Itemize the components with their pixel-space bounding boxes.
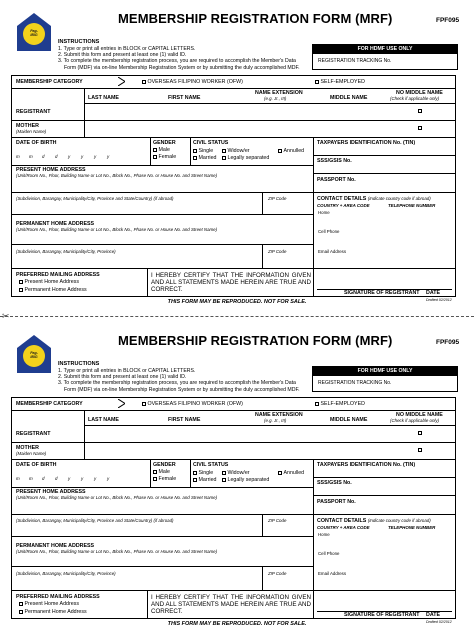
- form-copy-1: Pag- IBIG MEMBERSHIP REGISTRATION FORM (MRF) FPF095 INSTRUCTIONS 1. Type or print all entries in BLOCK or CAPITAL LETTERS. 2. Submit this form and present at least one (1) valid ID. 3. To complete the membership registration process, you are required to accomplish the Member's Data Form (MDF) via on-line Membership Registration System or by submitting the duly accomplished MDF. FOR HDMF USE ONLY REGISTRATION TRACKING No. MEMBERSHIP CATEGORY OVERSEAS FILIPINO WORKER (OFW) SELF-EMPLOYED LAST NAME FIRST NAME NAME EXTENSION (e.g. Jr., III) MIDDLE NAME NO MIDDLE NAME (Check if applicable only) REGISTRANT MOTHER (Maiden Name) DATE OF BIRTH m m d d y y y y GENDER Male Female CIVIL STATUS Single Widow/er Annulled Married Legally separated TAXPAYERS IDENTIFICATION No. (TIN) SSS/GSIS No. PRESENT HOME ADDRESS (Unit/Room No., Floor, Building Name or Lot No., Block No., Phase No. or House No. and Street Name) PASSPORT No. (Subdivision, Barangay, Municipality/City, Province and State/Country) (if abroad) ZIP Code CONTACT DETAILS (Indicate country code if abroad) COUNTRY + AREA CODE TELEPHONE NUMBER Home PERMANENT HOME ADDRESS (Unit/Room No., Floor, Building Name or Lot No., Block No., Phase No. or House No. and Street Name) Cell Phone (Subdivision, Barangay, Municipality/City, Province) ZIP Code Email Address PREFERRED MAILING ADDRESS Present Home Address Permanent Home Address I HEREBY CERTIFY THAT THE INFORMATION GIVEN AND ALL STATEMENTS MADE HEREIN ARE TRUE AND CORRECT. SIGNATURE OF REGISTRANT DATE THIS FORM MAY BE REPRODUCED. NOT FOR SALE. Drafted 02/2012: [0, 0, 474, 310]
- registrant-label: REGISTRANT: [16, 109, 51, 115]
- widower-checkbox[interactable]: Widow/er: [222, 148, 250, 154]
- registrant-label: REGISTRANT: [16, 431, 51, 437]
- female-checkbox[interactable]: Female: [153, 476, 176, 482]
- tin-label: TAXPAYERS IDENTIFICATION No. (TIN): [317, 140, 416, 146]
- form-copy-2: Pag- IBIG MEMBERSHIP REGISTRATION FORM (MRF) FPF095 INSTRUCTIONS 1. Type or print all entries in BLOCK or CAPITAL LETTERS. 2. Submit this form and present at least one (1) valid ID. 3. To complete the membership registration process, you are required to accomplish the Member's Data Form (MDF) via on-line Membership Registration System or by submitting the duly accomplished MDF. FOR HDMF USE ONLY REGISTRATION TRACKING No. MEMBERSHIP CATEGORY OVERSEAS FILIPINO WORKER (OFW) SELF-EMPLOYED LAST NAME FIRST NAME NAME EXTENSION (e.g. Jr., III) MIDDLE NAME NO MIDDLE NAME (Check if applicable only) REGISTRANT MOTHER (Maiden Name) DATE OF BIRTH m m d d y y y y GENDER Male Female CIVIL STATUS Single Widow/er Annulled Married Legally separated TAXPAYERS IDENTIFICATION No. (TIN) SSS/GSIS No. PRESENT HOME ADDRESS (Unit/Room No., Floor, Building Name or Lot No., Block No., Phase No. or House No. and Street Name) PASSPORT No. (Subdivision, Barangay, Municipality/City, Province and State/Country) (if abroad) ZIP Code CONTACT DETAILS (Indicate country code if abroad) COUNTRY + AREA CODE TELEPHONE NUMBER Home PERMANENT HOME ADDRESS (Unit/Room No., Floor, Building Name or Lot No., Block No., Phase No. or House No. and Street Name) Cell Phone (Subdivision, Barangay, Municipality/City, Province) ZIP Code Email Address PREFERRED MAILING ADDRESS Present Home Address Permanent Home Address I HEREBY CERTIFY THAT THE INFORMATION GIVEN AND ALL STATEMENTS MADE HEREIN ARE TRUE AND CORRECT. SIGNATURE OF REGISTRANT DATE THIS FORM MAY BE REPRODUCED. NOT FOR SALE. Drafted 02/2012: [0, 322, 474, 632]
- present-mailing-checkbox[interactable]: Present Home Address: [19, 279, 79, 285]
- present-address-label: PRESENT HOME ADDRESS: [16, 489, 86, 495]
- contact-details-label: CONTACT DETAILS (Indicate country code if abroad): [317, 518, 431, 524]
- no-middle-name-checkbox-registrant[interactable]: [418, 109, 422, 113]
- preferred-mailing-label: PREFERRED MAILING ADDRESS: [16, 594, 100, 600]
- self-employed-checkbox[interactable]: SELF-EMPLOYED: [315, 401, 365, 407]
- hdmf-use-only-box: FOR HDMF USE ONLY REGISTRATION TRACKING No.: [312, 44, 458, 70]
- contact-details-label: CONTACT DETAILS (Indicate country code if abroad): [317, 196, 431, 202]
- sss-gsis-label: SSS/GSIS No.: [317, 158, 352, 164]
- scissors-icon: ✂: [2, 311, 10, 321]
- civil-status-label: CIVIL STATUS: [193, 462, 229, 468]
- married-checkbox[interactable]: Married: [193, 477, 216, 483]
- first-name-header: FIRST NAME: [168, 95, 201, 101]
- signature-label: SIGNATURE OF REGISTRANT: [344, 290, 420, 296]
- tin-label: TAXPAYERS IDENTIFICATION No. (TIN): [317, 462, 416, 468]
- gender-label: GENDER: [153, 140, 176, 146]
- permanent-mailing-checkbox[interactable]: Permanent Home Address: [19, 609, 87, 615]
- date-label: DATE: [426, 612, 441, 618]
- middle-name-header: MIDDLE NAME: [330, 95, 368, 101]
- date-of-birth-label: DATE OF BIRTH: [16, 462, 57, 468]
- mother-label: MOTHER: [16, 123, 39, 129]
- instructions-heading: INSTRUCTIONS: [58, 361, 100, 367]
- passport-label: PASSPORT No.: [317, 177, 356, 183]
- civil-status-label: CIVIL STATUS: [193, 140, 229, 146]
- present-mailing-checkbox[interactable]: Present Home Address: [19, 601, 79, 607]
- permanent-address-label: PERMANENT HOME ADDRESS: [16, 221, 95, 227]
- female-checkbox[interactable]: Female: [153, 154, 176, 160]
- legally-separated-checkbox[interactable]: Legally separated: [222, 155, 269, 161]
- male-checkbox[interactable]: Male: [153, 147, 170, 153]
- cell-phone-label: Cell Phone: [318, 551, 340, 556]
- annulled-checkbox[interactable]: Annulled: [278, 470, 304, 476]
- preferred-mailing-label: PREFERRED MAILING ADDRESS: [16, 272, 100, 278]
- no-middle-name-header: NO MIDDLE NAME: [396, 90, 443, 96]
- ofw-checkbox[interactable]: OVERSEAS FILIPINO WORKER (OFW): [142, 79, 243, 85]
- married-checkbox[interactable]: Married: [193, 155, 216, 161]
- form-number: FPF095: [436, 339, 460, 346]
- no-middle-name-checkbox-registrant[interactable]: [418, 431, 422, 435]
- date-of-birth-boxes[interactable]: m m d d y y y y: [16, 476, 110, 481]
- instructions-list: 1. Type or print all entries in BLOCK or CAPITAL LETTERS. 2. Submit this form and present at least one (1) valid ID. 3. To complete the membership registration process, you are required to accomplish the Member's Data Form (MDF) via on-line Membership Registration System or by submitting the duly accomplished MDF.: [58, 46, 300, 71]
- arrow-right-icon: [118, 399, 125, 408]
- first-name-header: FIRST NAME: [168, 417, 201, 423]
- self-employed-checkbox[interactable]: SELF-EMPLOYED: [315, 79, 365, 85]
- sss-gsis-label: SSS/GSIS No.: [317, 480, 352, 486]
- form-number: FPF095: [436, 17, 460, 24]
- footer-note: THIS FORM MAY BE REPRODUCED. NOT FOR SALE.: [167, 621, 307, 627]
- permanent-mailing-checkbox[interactable]: Permanent Home Address: [19, 287, 87, 293]
- form-title: MEMBERSHIP REGISTRATION FORM (MRF): [118, 11, 393, 26]
- gender-label: GENDER: [153, 462, 176, 468]
- widower-checkbox[interactable]: Widow/er: [222, 470, 250, 476]
- mother-label: MOTHER: [16, 445, 39, 451]
- membership-category-label: MEMBERSHIP CATEGORY: [16, 79, 83, 85]
- date-of-birth-boxes[interactable]: m m d d y y y y: [16, 154, 110, 159]
- home-phone-label: Home: [318, 532, 330, 537]
- male-checkbox[interactable]: Male: [153, 469, 170, 475]
- form-frame: [11, 397, 456, 619]
- present-address-label: PRESENT HOME ADDRESS: [16, 167, 86, 173]
- no-middle-name-checkbox-mother[interactable]: [418, 448, 422, 452]
- cell-phone-label: Cell Phone: [318, 229, 340, 234]
- certification-text: I HEREBY CERTIFY THAT THE INFORMATION GIVEN AND ALL STATEMENTS MADE HEREIN ARE TRUE AND CORRECT.: [151, 272, 311, 293]
- no-middle-name-checkbox-mother[interactable]: [418, 126, 422, 130]
- instructions-heading: INSTRUCTIONS: [58, 39, 100, 45]
- no-middle-name-header: NO MIDDLE NAME: [396, 412, 443, 418]
- date-label: DATE: [426, 290, 441, 296]
- single-checkbox[interactable]: Single: [193, 148, 213, 154]
- cut-line: [0, 316, 474, 317]
- form-title: MEMBERSHIP REGISTRATION FORM (MRF): [118, 333, 393, 348]
- pagibig-logo: Pag- IBIG: [16, 334, 52, 374]
- certification-text: I HEREBY CERTIFY THAT THE INFORMATION GIVEN AND ALL STATEMENTS MADE HEREIN ARE TRUE AND CORRECT.: [151, 594, 311, 615]
- email-label: Email Address: [318, 249, 347, 254]
- hdmf-use-only-box: FOR HDMF USE ONLY REGISTRATION TRACKING No.: [312, 366, 458, 392]
- passport-label: PASSPORT No.: [317, 499, 356, 505]
- annulled-checkbox[interactable]: Annulled: [278, 148, 304, 154]
- email-label: Email Address: [318, 571, 347, 576]
- arrow-right-icon: [118, 77, 125, 86]
- signature-label: SIGNATURE OF REGISTRANT: [344, 612, 420, 618]
- home-phone-label: Home: [318, 210, 330, 215]
- permanent-address-label: PERMANENT HOME ADDRESS: [16, 543, 95, 549]
- single-checkbox[interactable]: Single: [193, 470, 213, 476]
- date-of-birth-label: DATE OF BIRTH: [16, 140, 57, 146]
- form-frame: [11, 75, 456, 297]
- membership-category-label: MEMBERSHIP CATEGORY: [16, 401, 83, 407]
- zip-code-label: ZIP Code: [268, 196, 287, 201]
- instructions-list: 1. Type or print all entries in BLOCK or CAPITAL LETTERS. 2. Submit this form and present at least one (1) valid ID. 3. To complete the membership registration process, you are required to accomplish the Member's Data Form (MDF) via on-line Membership Registration System or by submitting the duly accomplished MDF.: [58, 368, 300, 393]
- pagibig-logo: Pag- IBIG: [16, 12, 52, 52]
- zip-code-label: ZIP Code: [268, 518, 287, 523]
- name-extension-header: NAME EXTENSION: [255, 90, 303, 96]
- middle-name-header: MIDDLE NAME: [330, 417, 368, 423]
- ofw-checkbox[interactable]: OVERSEAS FILIPINO WORKER (OFW): [142, 401, 243, 407]
- name-extension-header: NAME EXTENSION: [255, 412, 303, 418]
- legally-separated-checkbox[interactable]: Legally separated: [222, 477, 269, 483]
- footer-note: THIS FORM MAY BE REPRODUCED. NOT FOR SALE.: [167, 299, 307, 305]
- last-name-header: LAST NAME: [88, 417, 119, 423]
- last-name-header: LAST NAME: [88, 95, 119, 101]
